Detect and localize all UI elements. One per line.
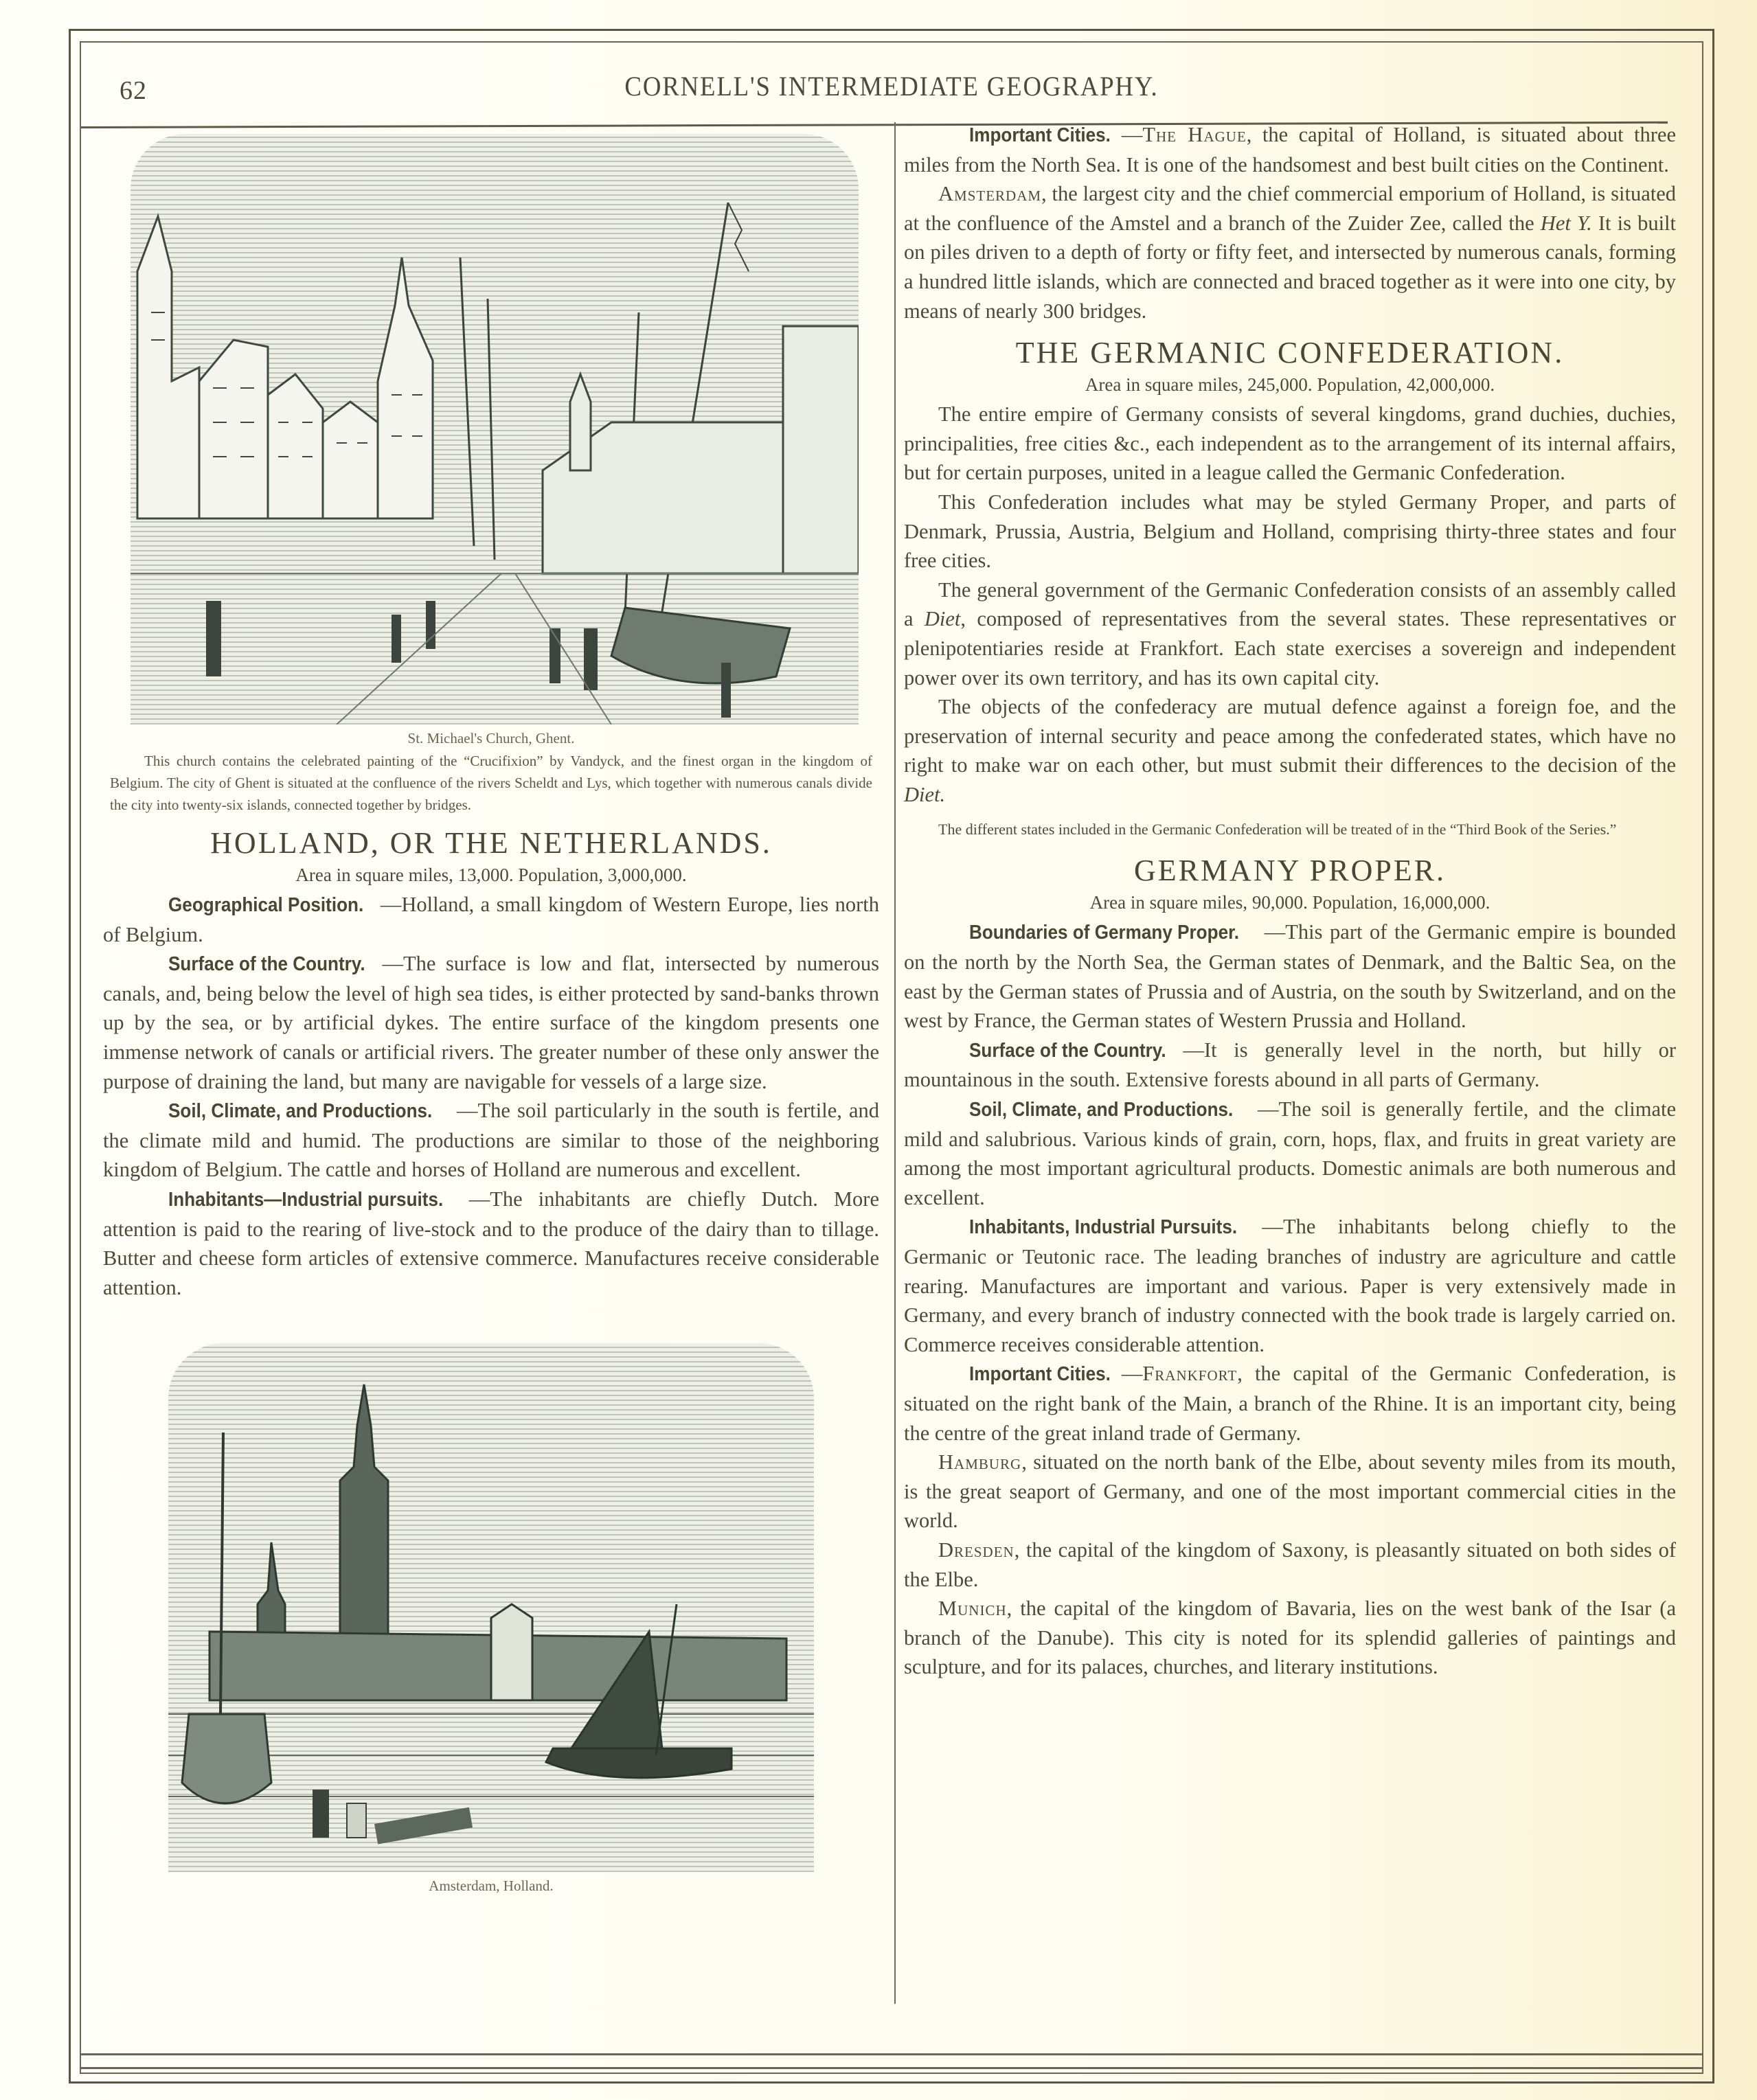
footer-rule-outer [80,2067,1703,2069]
city-name-dresden: Dresden [938,1538,1014,1562]
hague-text: , the capital of Holland, is situated about three miles from the North Sea. It is one of the handsomest and best built cities on the Continent. [904,123,1677,176]
gothic-tower-left [378,258,433,518]
holland-paragraph-text: —Holland, a small kingdom of Western Europe, lies north of Belgium. [103,893,879,946]
holland-paragraph-text: —The inhabitants are chiefly Dutch. More attention is paid to the rearing of live-stock and to the produce of the dairy than to tillage. Butter and cheese form articles of extensive commerce. Manufactures receive considerable attention. [103,1187,879,1299]
germany-paragraph-lead: Boundaries of Germany Proper. [969,922,1240,944]
holland-paragraph [103,1096,879,1185]
germany-paragraph-text: —It is generally level in the north, but hilly or mountainous in the south. Extensive forests abound in all parts of Germany. [904,1038,1676,1092]
munich-text: , the capital of the kingdom of Bavaria, lies on the west bank of the Isar (a branch of the Danube). This city is noted for its splendid galleries of paintings and sculpture, and for its palaces, churches, and literary institutions. [904,1597,1676,1679]
holland-paragraph [103,949,879,1096]
gabled-house-left [137,216,199,518]
holland-paragraph-text: —The surface is low and flat, intersected by numerous canals, and, being below the level of high sea tides, is either protected by sand-banks thrown up by the sea, or by artificial dykes. The entire surface of the kingdom presents one immense network of canals or artificial rivers. The greater number of these only answer the purpose of draining the land, but many are navigable for vessels of a large size. [103,952,879,1093]
holland-paragraph-text: —The soil particularly in the south is fertile, and the climate mild and humid. The productions are similar to those of the neighboring kingdom of Belgium. The cattle and horses of Holland are numerous and excellent. [103,1099,879,1182]
diet-italic-2: Diet. [904,782,946,806]
holland-paragraph [103,1185,879,1302]
city-name-the-hague: The Hague [1142,123,1247,146]
amsterdam-engraving [168,1343,814,1872]
city-name-munich: Munich [938,1597,1007,1621]
amsterdam-text-2: It is built on piles driven to a depth of forty or fifty feet, and intersected by numerous canals, forming a hundred little islands, which are connected and braced together as it were into one city, by means of nearly 300 bridges. [904,211,1676,323]
amsterdam-text-1: , the largest city and the chief commercial emporium of Holland, is situated at the confluence of the Amstel and a branch of the Zuider Zee, called the [904,182,1676,235]
diet-italic: Diet [924,607,961,631]
column-divider [894,122,896,2004]
amsterdam-scene-illustration [168,1343,814,1872]
holland-paragraph-lead: Surface of the Country. [168,953,365,976]
church-turret [570,374,591,470]
figure-6 [721,663,731,718]
mast-2 [488,299,495,560]
figure-woman [313,1790,329,1838]
gabled-house [491,1604,532,1700]
holland-paragraph-lead: Geographical Position. [168,894,364,916]
germany-paragraph-text: —This part of the Germanic empire is bounded on the north by the North Sea, the German states of Denmark, and the Baltic Sea, on the east by the German states of Prussia and of Austria, on the south by Switzerland, and on the west by France, the German states of Western Prussia and Holland. [904,920,1676,1033]
mast-1 [460,258,474,546]
germany-paragraph [904,1095,1676,1212]
confederation-title: THE GERMANIC CONFEDERATION. [1015,336,1565,370]
church-tower-right [783,326,859,573]
tall-house [199,340,268,518]
page-number: 62 [120,76,147,105]
confederation-stats: Area in square miles, 245,000. Population, 42,000,000. [1085,374,1495,396]
city-name-frankfort: Frankfort [1142,1362,1238,1386]
germany-cities-paragraph: Important Cities. —Frankfort, the capital of the Germanic Confederation, is situated on the right bank of the Main, a branch of the Rhine. It is an important city, being the centre of the great inland trade of Germany. [904,1359,1676,1448]
amsterdam-paragraph [904,179,1676,326]
germany-paragraph-lead: Surface of the Country. [969,1039,1166,1062]
holland-stats: Area in square miles, 13,000. Population, 3,000,000. [295,865,687,885]
germany-paragraph-text: —The inhabitants belong chiefly to the Germanic or Teutonic race. The leading branches of industry are agriculture and cattle rearing. Manufactures are important and various. Paper is very extensively made in Germany, and every branch of industry connected with the book trade is largely carried on. Commerce receives considerable attention. [904,1215,1676,1356]
city-name-amsterdam: Amsterdam [938,182,1042,206]
holland-paragraph [103,890,879,949]
left-boat [182,1714,271,1803]
holland-paragraph-lead: Inhabitants—Industrial pursuits. [168,1188,444,1211]
germany-proper-stats: Area in square miles, 90,000. Population, 16,000,000. [1089,892,1490,913]
running-title: CORNELL'S INTERMEDIATE GEOGRAPHY. [624,71,1159,102]
figure-2 [392,615,401,663]
confederation-paragraph-1: The entire empire of Germany consists of several kingdoms, grand duchies, duchies, principalities, free cities &c., each independent as to the arrangement of its internal affairs, but for certain purposes, united in a league called the Germanic Confederation. [904,402,1676,485]
confederation-paragraph-3 [904,575,1676,692]
objects-text: The objects of the confederacy are mutual defence against a foreign foe, and the preservation of internal security and peace among the confederated states, which have no right to make war on each other, but must submit their differences to the decision of the [904,695,1676,777]
germany-paragraph-lead: Inhabitants, Industrial Pursuits. [969,1216,1238,1239]
dresden-text: , the capital of the kingdom of Saxony, is pleasantly situated on both sides of the Elbe. [904,1538,1676,1591]
amsterdam-caption-title: Amsterdam, Holland. [429,1878,554,1895]
ghent-engraving [131,134,859,724]
hamburg-text: , situated on the north bank of the Elbe, about seventy miles from its mouth, is the great seaport of Germany, and one of the most important commercial cities in the world. [904,1450,1676,1533]
confederation-paragraph-2: This Confederation includes what may be styled Germany Proper, and parts of Denmark, Prussia, Austria, Belgium and Holland, comprising thirty-three states and four free cities. [904,490,1676,573]
confederation-paragraph-4 [904,692,1676,809]
house-mid [268,374,323,518]
city-name-hamburg: Hamburg [938,1450,1022,1474]
running-head [80,70,1703,111]
confederation-footnote: The different states included in the Germanic Confederation will be treated of in the “Third Book of the Series.” [938,821,1617,838]
dresden-paragraph [904,1536,1676,1594]
holland-cities-paragraph: Important Cities. —The Hague, the capital of Holland, is situated about three miles from the North Sea. It is one of the handsomest and best built cities on the Continent. [904,120,1676,179]
right-column [904,120,1676,1682]
house-mid-2 [323,402,378,518]
moored-boat [611,608,790,683]
germany-paragraph [904,917,1676,1035]
holland-title: HOLLAND, OR THE NETHERLANDS. [210,826,772,860]
holland-cities-lead: Important Cities. [969,124,1111,146]
figure-1 [206,601,221,676]
hamburg-paragraph [904,1448,1676,1536]
figure-5 [584,628,598,690]
ghent-caption-title: St. Michael's Church, Ghent. [407,730,575,746]
log [374,1807,473,1845]
sailing-boat [546,1748,732,1778]
het-y-italic: Het Y. [1540,211,1592,235]
munich-paragraph [904,1594,1676,1682]
frankfort-text: , the capital of the Germanic Confederation, is situated on the right bank of the Main, a branch of the Rhine. It is an important city, being the centre of the great inland trade of Germany. [904,1362,1676,1445]
figure-seated [347,1803,366,1838]
germany-paragraph [904,1036,1676,1095]
germany-paragraph-text: —The soil is generally fertile, and the climate mild and salubrious. Various kinds of grain, corn, hops, flax, and fruits in great variety are among the most important agricultural products. Domestic animals are both numerous and excellent. [904,1097,1676,1209]
germany-paragraph [904,1212,1676,1359]
diet-text-b: , composed of representatives from the several states. These representatives or plenipotentiaries reside at Frankfort. Each state exercises a sovereign and independent power over its own territory, and has its own capital city. [904,607,1676,689]
germany-paragraph-lead: Soil, Climate, and Productions. [969,1099,1234,1121]
left-column [103,134,879,1895]
germany-cities-lead: Important Cities. [969,1363,1111,1386]
ghent-caption-text: This church contains the celebrated painting of the “Crucifixion” by Vandyck, and the finest organ in the kingdom of Belgium. The city of Ghent is situated at the confluence of the rivers Scheldt and Lys, which together with numerous canals divide the city into twenty-six islands, connected together by bridges. [110,753,872,813]
footer-rule [80,2053,1703,2055]
germany-proper-title: GERMANY PROPER. [1133,854,1447,888]
holland-paragraph-lead: Soil, Climate, and Productions. [168,1100,433,1123]
ghent-scene-illustration [131,134,859,724]
diet-text-a: The general government of the Germanic Confederation consists of an assembly called a [904,578,1676,631]
